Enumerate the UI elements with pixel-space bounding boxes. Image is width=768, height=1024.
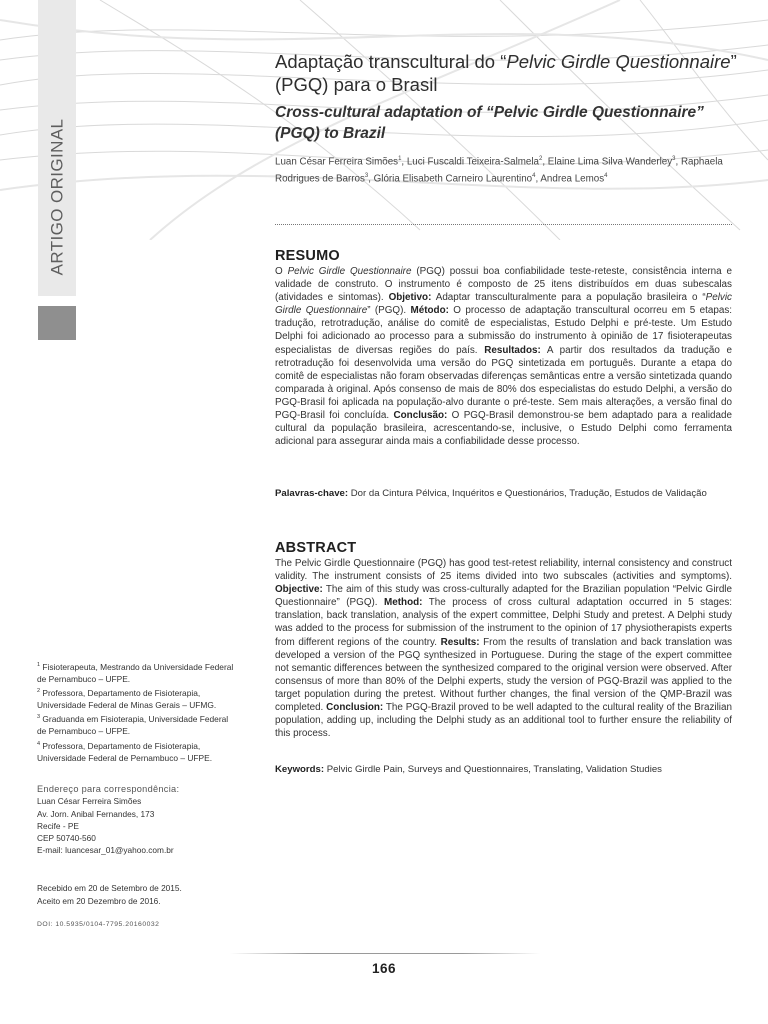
- affiliation-institution: Universidade Federal de Pernambuco – UFPE.: [37, 752, 213, 763]
- resumo-method-label: Método:: [410, 305, 449, 317]
- resumo-heading: RESUMO: [275, 248, 340, 264]
- affiliation-mark: 2: [37, 688, 41, 695]
- affiliation-mark: 4: [37, 740, 41, 747]
- resumo-keywords-text: Dor da Cintura Pélvica, Inquéritos e Questionários, Tradução, Estudos de Validação: [348, 488, 707, 499]
- affiliation-institution: de Pernambuco – UFPE.: [37, 674, 131, 684]
- abstract-method-label: Method:: [384, 597, 423, 609]
- section-tab-block: [38, 306, 76, 340]
- page-number: 166: [371, 961, 397, 976]
- author-list: [275, 152, 745, 187]
- affiliation-text: Fisioterapeuta, Mestrando da Universidade Federal: [40, 661, 234, 672]
- title-pt-italic: Pelvic Girdle Questionnaire: [506, 51, 731, 72]
- author-affiliation-mark: 3: [672, 156, 676, 162]
- author-separator: ,: [675, 156, 681, 168]
- author-name: Andrea Lemos: [540, 173, 605, 185]
- submission-dates: [37, 882, 262, 907]
- correspondence-lines: [37, 795, 262, 856]
- correspondence-block: [37, 783, 262, 857]
- abstract-text: The aim of this study was cross-culturally adapted for the Brazilian population “Pelvic Girdle Questionnaire” (PGQ).: [275, 584, 732, 609]
- footer-rule: [230, 953, 540, 954]
- resumo-text: ” (PGQ).: [367, 305, 411, 317]
- resumo-results-label: Resultados:: [484, 344, 541, 356]
- resumo-text: Adaptar transculturalmente para a população brasileira o “: [431, 292, 706, 304]
- article-type-text: ARTIGO ORIGINAL: [47, 118, 67, 276]
- accepted-date: Aceito em 20 Dezembro de 2016.: [37, 895, 161, 906]
- correspondence-line: E-mail: luancesar_01@yahoo.com.br: [37, 845, 174, 856]
- title-portuguese: [275, 50, 745, 96]
- article-type-label: [38, 112, 76, 282]
- affiliation-text: Professora, Departamento de Fisioterapia,: [40, 740, 201, 751]
- author-name: Luan César Ferreira Simões: [275, 156, 399, 168]
- correspondence-heading: Endereço para correspondência:: [37, 784, 180, 794]
- affiliation-mark: 1: [37, 662, 41, 668]
- correspondence-line: Recife - PE: [37, 820, 79, 831]
- affiliation-text: Graduanda em Fisioterapia, Universidade Federal: [40, 714, 229, 725]
- affiliation-text: Professora, Departamento de Fisioterapia,: [40, 688, 201, 698]
- affiliation-mark: 3: [37, 714, 41, 721]
- dotted-divider: [275, 224, 732, 225]
- affiliations: [37, 659, 262, 764]
- resumo-body: [275, 265, 732, 448]
- affiliation-institution: Universidade Federal de Minas Gerais – UFMG.: [37, 700, 217, 711]
- title-english: Cross-cultural adaptation of “Pelvic Girdle Questionnaire” (PGQ) to Brazil: [275, 104, 704, 142]
- resumo-text: A partir dos resultados da tradução e retrotradução foi desenvolvida uma versão do PGQ sintetizada em português. Durante a etapa do comitê de especialistas não foram observadas diferenças semânticas entre a versão sintetizada quando comparada à original. Após consenso de mais de 80% dos especialistas do estudo Delphi, a versão do PGQ-Brasil foi aplicada na população-alvo durante o pré-teste. Sem mais alterações, a versão final do PGQ-Brasil foi concluída.: [275, 344, 732, 422]
- resumo-text: O: [275, 266, 288, 277]
- author-separator: ,: [401, 156, 407, 168]
- author-separator: ,: [368, 173, 374, 185]
- resumo-italic: Pelvic Girdle Questionnaire: [287, 266, 412, 277]
- author-name: Glória Elisabeth Carneiro Laurentino: [373, 173, 533, 185]
- abstract-text: The PGQ-Brazil proved to be well adapted to the cultural reality of the Brazilian population, adding up, including the Delphi study as an additional tool to further ensure the reliability of this process.: [275, 702, 732, 740]
- resumo-text: O PGQ-Brasil demonstrou-se bem adaptado para a realidade cultural da população brasileira, acrescentando-se, inclusive, o Estudo Delphi como ferramenta adicional para assegurar ainda mais a confiabilidade desse processo.: [275, 410, 732, 448]
- author-separator: ,: [535, 173, 541, 185]
- resumo-conclusion-label: Conclusão:: [393, 410, 448, 422]
- abstract-results-label: Results:: [440, 636, 480, 648]
- abstract-conclusion-label: Conclusion:: [326, 702, 384, 714]
- affiliation-line: [37, 659, 262, 673]
- author-affiliation-mark: 3: [364, 173, 369, 180]
- abstract-text: From the results of translation and back translation was developed a version of the PGQ synthesized in Portuguese. During the stage of the expert committee not semantic differences between the synthesized compared to the original version were observed. After consensus of more than 80% of the Delphi experts, study the version of PGQ-Brazil was applied to the target population during the pretest. Without further changes, the final version of the QMP-Brazil was completed.: [275, 636, 733, 714]
- resumo-italic: Pelvic Girdle Questionnaire: [275, 292, 732, 317]
- abstract-text: The process of cross cultural adaptation occurred in 5 stages: translation, back translation, analysis of the expert committee, Delphi Study and pretest. A Delphi study was added to the process for submission of the instrument to the opinion of 17 physiotherapists experts from different regions of the country.: [275, 597, 732, 648]
- author-affiliation-mark: 2: [539, 156, 543, 162]
- title-pt-part2: ” (PGQ) para o Brasil: [275, 51, 737, 95]
- doi-text: DOI: 10.5935/0104-7795.20160032: [37, 921, 160, 928]
- title-pt-part1: Adaptação transcultural do “: [275, 51, 507, 72]
- correspondence-line: Luan César Ferreira Simões: [37, 796, 142, 807]
- resumo-text: O processo de adaptação transcultural ocorreu em 5 etapas: tradução, retrotradução, análise do comitê de especialistas, Estudo Delphi e pré-teste. Um Estudo Delphi foi adicionado ao processo para a submissão do instrumento à opinião de 17 fisioterapeutas especialistas de diversas regiões do país.: [275, 305, 732, 356]
- affiliation-line: [37, 711, 262, 725]
- abstract-keywords-text: Pelvic Girdle Pain, Surveys and Questionnaires, Translating, Validation Studies: [324, 764, 662, 775]
- resumo-keywords-label: Palavras-chave:: [275, 488, 349, 499]
- correspondence-line: Av. Jorn. Anibal Fernandes, 173: [37, 808, 155, 819]
- abstract-keywords: [275, 763, 732, 776]
- author-name: Luci Fuscaldi Teixeira-Salmela: [406, 156, 539, 168]
- author-affiliation-mark: 4: [532, 173, 536, 180]
- author-affiliation-mark: 1: [398, 156, 402, 162]
- abstract-heading: ABSTRACT: [275, 540, 357, 556]
- abstract-body: [275, 557, 732, 740]
- author-name: Elaine Lima Silva Wanderley: [547, 156, 673, 168]
- received-date: Recebido em 20 de Setembro de 2015.: [37, 883, 182, 893]
- affiliation-line: [37, 685, 262, 699]
- resumo-objective-label: Objetivo:: [388, 292, 432, 304]
- abstract-text: The Pelvic Girdle Questionnaire (PGQ) has good test-retest reliability, internal consistency and construct validity. The instrument consists of 25 items divided into two subscales (activities and symptoms).: [275, 558, 732, 583]
- correspondence-line: CEP 50740-560: [37, 833, 96, 844]
- author-separator: ,: [542, 156, 548, 168]
- resumo-keywords: [275, 487, 732, 500]
- affiliation-line: [37, 738, 262, 752]
- affiliation-institution: de Pernambuco – UFPE.: [37, 726, 131, 737]
- author-affiliation-mark: 4: [604, 173, 608, 180]
- abstract-objective-label: Objective:: [275, 584, 323, 596]
- abstract-keywords-label: Keywords:: [275, 764, 325, 775]
- resumo-text: (PGQ) possui boa confiabilidade teste-reteste, consistência interna e validade de construto. O instrumento é composto de 25 itens distribuídos em duas subescalas (atividades e sintomas).: [275, 266, 733, 304]
- author-name: Raphaela Rodrigues de Barros: [275, 156, 723, 185]
